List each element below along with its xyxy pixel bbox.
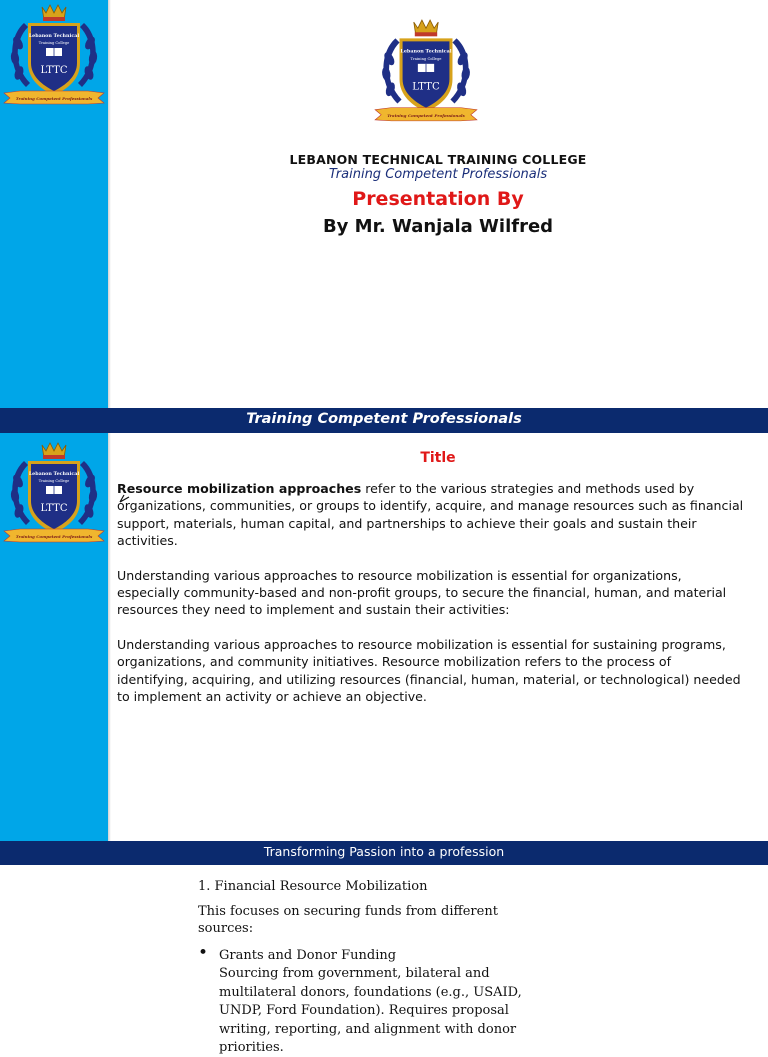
college-logo-center bbox=[373, 18, 479, 128]
section-intro: This focuses on securing funds from different sources: bbox=[198, 904, 498, 936]
paragraph-1 bbox=[117, 480, 744, 550]
list-item bbox=[198, 943, 543, 1057]
college-logo bbox=[2, 3, 106, 111]
slide-1 bbox=[0, 0, 768, 408]
slide-3-content bbox=[198, 878, 543, 1057]
paragraph-2: Understanding various approaches to resource mobilization is essential for organizations, especially community-based and non-profit groups, to secure the financial, human, and material resources they need to implement and sustain their activities: bbox=[117, 567, 727, 618]
slide-2-footer: Transforming Passion into a profession bbox=[0, 841, 768, 865]
section-heading: 1. Financial Resource Mobilization bbox=[198, 879, 428, 894]
mouse-cursor-icon bbox=[119, 492, 131, 504]
logo-ribbon-text: Training Competent Professionals bbox=[15, 534, 93, 539]
logo-top-text: Lebanon Technical bbox=[28, 471, 80, 477]
logo-sub-text: Training College bbox=[38, 41, 70, 45]
paragraph-1-text: refer to the various strategies and methods used by organizations, communities, or groups to identify, acquire, and manage resources such as financial support, materials, human capital, and partnerships to achieve their goals and sustain their activities. bbox=[117, 481, 744, 549]
author-name: By Mr. Wanjala Wilfred bbox=[322, 216, 554, 237]
college-name: LEBANON TECHNICAL TRAINING COLLEGE bbox=[289, 152, 587, 167]
logo-sub-text: Training College bbox=[38, 479, 70, 483]
presentation-label: Presentation By bbox=[352, 188, 524, 210]
logo-initials: LTTC bbox=[40, 503, 68, 514]
paragraph-1-bold: Resource mobilization approaches bbox=[117, 481, 362, 496]
logo-ribbon-text: Training Competent Professionals bbox=[15, 96, 93, 101]
slide-1-footer: Training Competent Professionals bbox=[0, 408, 768, 433]
logo-sub-text: Training College bbox=[410, 56, 442, 61]
bullet-text: Sourcing from government, bilateral and multilateral donors, foundations (e.g., USAID, UNDP, Ford Foundation). Requires proposal writing, reporting, and alignment with donor priorities. bbox=[219, 966, 522, 1056]
slide-2-title: Title bbox=[420, 450, 456, 466]
bullet-icon: • bbox=[198, 943, 209, 963]
college-logo bbox=[2, 441, 106, 549]
slide-2-body bbox=[117, 480, 744, 722]
logo-initials: LTTC bbox=[40, 65, 68, 76]
logo-top-text: Lebanon Technical bbox=[400, 48, 452, 55]
bullet-title: Grants and Donor Funding bbox=[219, 948, 397, 963]
college-tagline: Training Competent Professionals bbox=[328, 167, 548, 182]
paragraph-3: Understanding various approaches to resource mobilization is essential for sustaining programs, organizations, and community initiatives. Resource mobilization refers to the process of identifying, acquiring, and utilizing resources (financial, human, material, or technological) needed to implement an activity or achieve an objective. bbox=[117, 636, 741, 705]
logo-initials: LTTC bbox=[412, 81, 440, 93]
logo-ribbon-text: Training Competent Professionals bbox=[387, 112, 465, 118]
logo-top-text: Lebanon Technical bbox=[28, 33, 80, 39]
